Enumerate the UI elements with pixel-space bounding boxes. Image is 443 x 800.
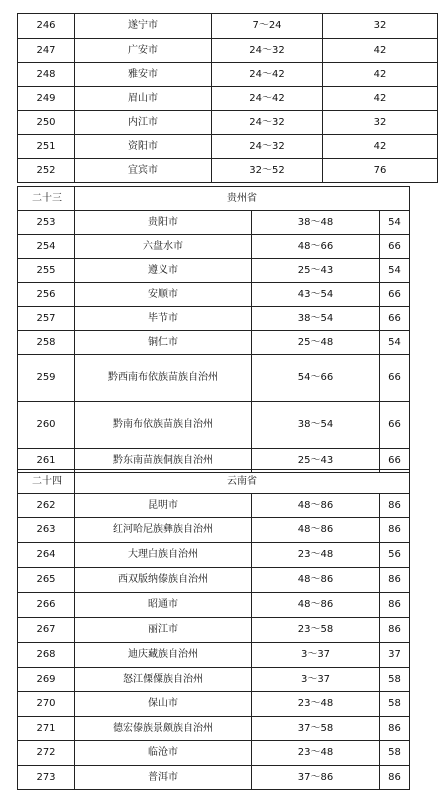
city-name: 贵阳市	[75, 211, 252, 235]
table-row	[18, 402, 410, 449]
value-max: 86	[380, 618, 410, 643]
city-name: 毕节市	[75, 307, 252, 331]
value-range: 43～54	[252, 283, 380, 307]
value-max: 42	[323, 135, 438, 159]
row-number: 262	[18, 494, 75, 518]
city-name: 眉山市	[75, 87, 212, 111]
table-yunnan	[17, 469, 410, 790]
value-range: 48～86	[252, 568, 380, 593]
table-row	[18, 543, 410, 568]
value-max: 58	[380, 741, 410, 766]
value-range: 23～48	[252, 543, 380, 568]
value-range: 25～43	[252, 449, 380, 473]
table-row	[18, 235, 410, 259]
table-row	[18, 668, 410, 692]
value-max: 58	[380, 668, 410, 692]
row-number: 270	[18, 692, 75, 717]
row-number: 247	[18, 39, 75, 63]
value-max: 86	[380, 568, 410, 593]
value-range: 24～32	[212, 39, 323, 63]
table-row	[18, 135, 438, 159]
row-number: 273	[18, 766, 75, 790]
value-range: 32～52	[212, 159, 323, 183]
row-number: 267	[18, 618, 75, 643]
value-max: 42	[323, 63, 438, 87]
table-row	[18, 593, 410, 618]
value-max: 66	[380, 283, 410, 307]
city-name: 黔西南布依族苗族自治州	[75, 355, 252, 402]
value-max: 76	[323, 159, 438, 183]
value-range: 25～48	[252, 331, 380, 355]
table-row	[18, 766, 410, 790]
table-row	[18, 692, 410, 717]
value-range: 54～66	[252, 355, 380, 402]
row-number: 263	[18, 518, 75, 543]
row-number: 265	[18, 568, 75, 593]
value-range: 48～86	[252, 593, 380, 618]
row-number: 272	[18, 741, 75, 766]
row-number: 255	[18, 259, 75, 283]
table-row	[18, 159, 438, 183]
row-number: 257	[18, 307, 75, 331]
table-row	[18, 643, 410, 668]
row-number: 251	[18, 135, 75, 159]
city-name: 资阳市	[75, 135, 212, 159]
row-number: 271	[18, 717, 75, 741]
city-name: 宜宾市	[75, 159, 212, 183]
table-row	[18, 355, 410, 402]
value-range: 24～42	[212, 87, 323, 111]
value-max: 37	[380, 643, 410, 668]
table-row	[18, 741, 410, 766]
city-name: 临沧市	[75, 741, 252, 766]
city-name: 西双版纳傣族自治州	[75, 568, 252, 593]
value-max: 66	[380, 355, 410, 402]
city-name: 安顺市	[75, 283, 252, 307]
row-number: 260	[18, 402, 75, 449]
value-max: 32	[323, 111, 438, 135]
city-name: 迪庆藏族自治州	[75, 643, 252, 668]
table-row	[18, 14, 438, 39]
city-name: 内江市	[75, 111, 212, 135]
value-max: 42	[323, 39, 438, 63]
value-max: 86	[380, 494, 410, 518]
value-max: 66	[380, 235, 410, 259]
value-range: 38～54	[252, 402, 380, 449]
value-range: 38～54	[252, 307, 380, 331]
row-number: 252	[18, 159, 75, 183]
table-row	[18, 331, 410, 355]
row-number: 250	[18, 111, 75, 135]
province-header-row	[18, 470, 410, 494]
table-row	[18, 307, 410, 331]
table-row	[18, 494, 410, 518]
value-max: 86	[380, 766, 410, 790]
city-name: 遵义市	[75, 259, 252, 283]
city-name: 昆明市	[75, 494, 252, 518]
city-name: 六盘水市	[75, 235, 252, 259]
row-number: 264	[18, 543, 75, 568]
value-max: 86	[380, 518, 410, 543]
value-range: 24～42	[212, 63, 323, 87]
value-range: 3～37	[252, 643, 380, 668]
province-name: 云南省	[75, 470, 410, 494]
city-name: 铜仁市	[75, 331, 252, 355]
table-row	[18, 87, 438, 111]
city-name: 遂宁市	[75, 14, 212, 39]
city-name: 普洱市	[75, 766, 252, 790]
value-max: 66	[380, 449, 410, 473]
table-row	[18, 717, 410, 741]
row-number: 246	[18, 14, 75, 39]
value-range: 23～48	[252, 692, 380, 717]
value-range: 38～48	[252, 211, 380, 235]
row-number: 256	[18, 283, 75, 307]
value-max: 54	[380, 259, 410, 283]
city-name: 雅安市	[75, 63, 212, 87]
table-row	[18, 63, 438, 87]
table-row	[18, 283, 410, 307]
table-row	[18, 618, 410, 643]
section-number: 二十三	[18, 187, 75, 211]
table-sichuan-continued	[17, 13, 438, 183]
table-row	[18, 39, 438, 63]
row-number: 258	[18, 331, 75, 355]
city-name: 丽江市	[75, 618, 252, 643]
row-number: 268	[18, 643, 75, 668]
value-max: 58	[380, 692, 410, 717]
value-max: 56	[380, 543, 410, 568]
value-range: 37～58	[252, 717, 380, 741]
row-number: 269	[18, 668, 75, 692]
city-name: 德宏傣族景颇族自治州	[75, 717, 252, 741]
city-name: 怒江傈僳族自治州	[75, 668, 252, 692]
value-range: 7～24	[212, 14, 323, 39]
value-max: 86	[380, 593, 410, 618]
city-name: 黔南布依族苗族自治州	[75, 402, 252, 449]
value-range: 24～32	[212, 135, 323, 159]
row-number: 254	[18, 235, 75, 259]
city-name: 昭通市	[75, 593, 252, 618]
city-name: 广安市	[75, 39, 212, 63]
row-number: 261	[18, 449, 75, 473]
row-number: 253	[18, 211, 75, 235]
table-row	[18, 568, 410, 593]
province-header-row	[18, 187, 410, 211]
value-max: 66	[380, 307, 410, 331]
city-name: 保山市	[75, 692, 252, 717]
value-range: 25～43	[252, 259, 380, 283]
value-range: 23～48	[252, 741, 380, 766]
value-range: 23～58	[252, 618, 380, 643]
table-row	[18, 111, 438, 135]
value-range: 48～86	[252, 494, 380, 518]
table-row	[18, 518, 410, 543]
value-range: 37～86	[252, 766, 380, 790]
value-max: 54	[380, 211, 410, 235]
value-range: 3～37	[252, 668, 380, 692]
row-number: 259	[18, 355, 75, 402]
row-number: 249	[18, 87, 75, 111]
city-name: 黔东南苗族侗族自治州	[75, 449, 252, 473]
province-name: 贵州省	[75, 187, 410, 211]
row-number: 266	[18, 593, 75, 618]
value-max: 54	[380, 331, 410, 355]
value-range: 48～66	[252, 235, 380, 259]
value-max: 66	[380, 402, 410, 449]
city-name: 大理白族自治州	[75, 543, 252, 568]
value-max: 32	[323, 14, 438, 39]
value-range: 24～32	[212, 111, 323, 135]
table-guizhou	[17, 186, 410, 473]
value-range: 48～86	[252, 518, 380, 543]
value-max: 42	[323, 87, 438, 111]
table-row	[18, 259, 410, 283]
row-number: 248	[18, 63, 75, 87]
section-number: 二十四	[18, 470, 75, 494]
table-row	[18, 211, 410, 235]
value-max: 86	[380, 717, 410, 741]
city-name: 红河哈尼族彝族自治州	[75, 518, 252, 543]
